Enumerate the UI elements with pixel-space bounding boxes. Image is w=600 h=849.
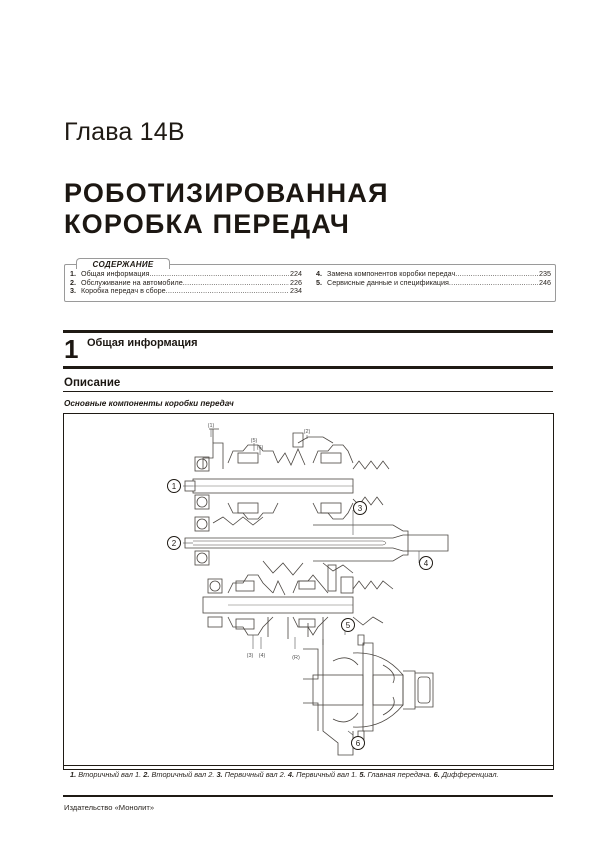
svg-text:5: 5 [345, 621, 351, 630]
section-number: 1 [64, 334, 79, 364]
caption-text: Вторичный вал 2. [149, 770, 217, 779]
caption-text: Дифференциал. [439, 770, 499, 779]
caption-num: 1. [70, 770, 77, 779]
caption-num: 6. [433, 770, 440, 779]
output-shaft-2 [203, 565, 393, 645]
toc-item-page: 234 [290, 286, 302, 296]
caption-num: 4. [287, 770, 295, 779]
caption-num: 3. [216, 770, 223, 779]
figure-caption-divider [63, 765, 554, 766]
toc-item[interactable] [316, 279, 551, 288]
subsection-title: Описание [64, 377, 121, 389]
svg-text:(2): (2) [303, 429, 311, 435]
caption-num: 2. [143, 770, 150, 779]
toc-leader-dots [455, 270, 538, 279]
section-top-rule [63, 330, 553, 333]
caption-text: Главная передача. [365, 770, 434, 779]
toc-item-page: 224 [290, 269, 302, 278]
toc-item-number: 3. [70, 286, 76, 296]
section-title: Общая информация [87, 337, 198, 349]
footer-rule [63, 795, 553, 797]
figure-title: Основные компоненты коробки передач [64, 399, 234, 408]
toc-item-page: 246 [539, 277, 551, 287]
toc-right-column [316, 270, 551, 287]
caption-text: Вторичный вал 1. [76, 770, 144, 779]
toc-item-number: 4. [316, 269, 322, 278]
svg-text:1: 1 [171, 482, 177, 491]
svg-text:(4): (4) [258, 653, 266, 659]
toc-heading: СОДЕРЖАНИЕ [76, 258, 170, 269]
toc-item-label: Коробка передач в сборе [81, 286, 166, 296]
toc-leader-dots [183, 279, 289, 288]
chapter-title-line1: РОБОТИЗИРОВАННАЯ [64, 178, 389, 208]
toc-item[interactable] [70, 287, 302, 296]
svg-text:2: 2 [171, 539, 177, 548]
toc-leader-dots [449, 279, 538, 288]
svg-text:(R): (R) [292, 655, 300, 661]
caption-num: 5. [359, 770, 366, 779]
differential [303, 635, 433, 755]
svg-text:3: 3 [357, 504, 363, 513]
toc-item-number: 2. [70, 277, 76, 287]
caption-text: Первичный вал 2. [222, 770, 288, 779]
figure-caption [70, 770, 499, 779]
svg-text:6: 6 [355, 739, 361, 748]
svg-text:(6): (6) [256, 445, 264, 451]
toc-item-page: 226 [290, 277, 302, 287]
subsection-rule [63, 391, 553, 392]
toc-item-label: Замена компонентов коробки передач [327, 269, 456, 278]
chapter-title [64, 178, 389, 240]
svg-text:(5): (5) [250, 438, 258, 444]
section-bottom-rule [63, 366, 553, 369]
svg-text:(3): (3) [246, 653, 254, 659]
caption-text: Первичный вал 1. [294, 770, 360, 779]
toc-left-column [70, 270, 302, 296]
callout-numbers [172, 482, 429, 748]
chapter-title-line2: КОРОБКА ПЕРЕДАЧ [64, 209, 351, 239]
publisher-footer: Издательство «Монолит» [64, 803, 155, 812]
gearbox-diagram [63, 413, 553, 765]
toc-item-label: Обслуживание на автомобиле [81, 277, 183, 287]
toc-leader-dots [166, 287, 289, 296]
toc-item-label: Общая информация [81, 269, 150, 278]
svg-text:(1): (1) [207, 423, 215, 429]
callouts [168, 480, 433, 750]
svg-text:4: 4 [423, 559, 429, 568]
toc-item-number: 1. [70, 269, 76, 278]
toc-item-page: 235 [539, 269, 551, 278]
chapter-label: Глава 14B [64, 118, 185, 146]
input-shafts [185, 517, 448, 575]
toc-item-number: 5. [316, 277, 322, 287]
toc-item-label: Сервисные данные и спецификация [327, 277, 449, 287]
